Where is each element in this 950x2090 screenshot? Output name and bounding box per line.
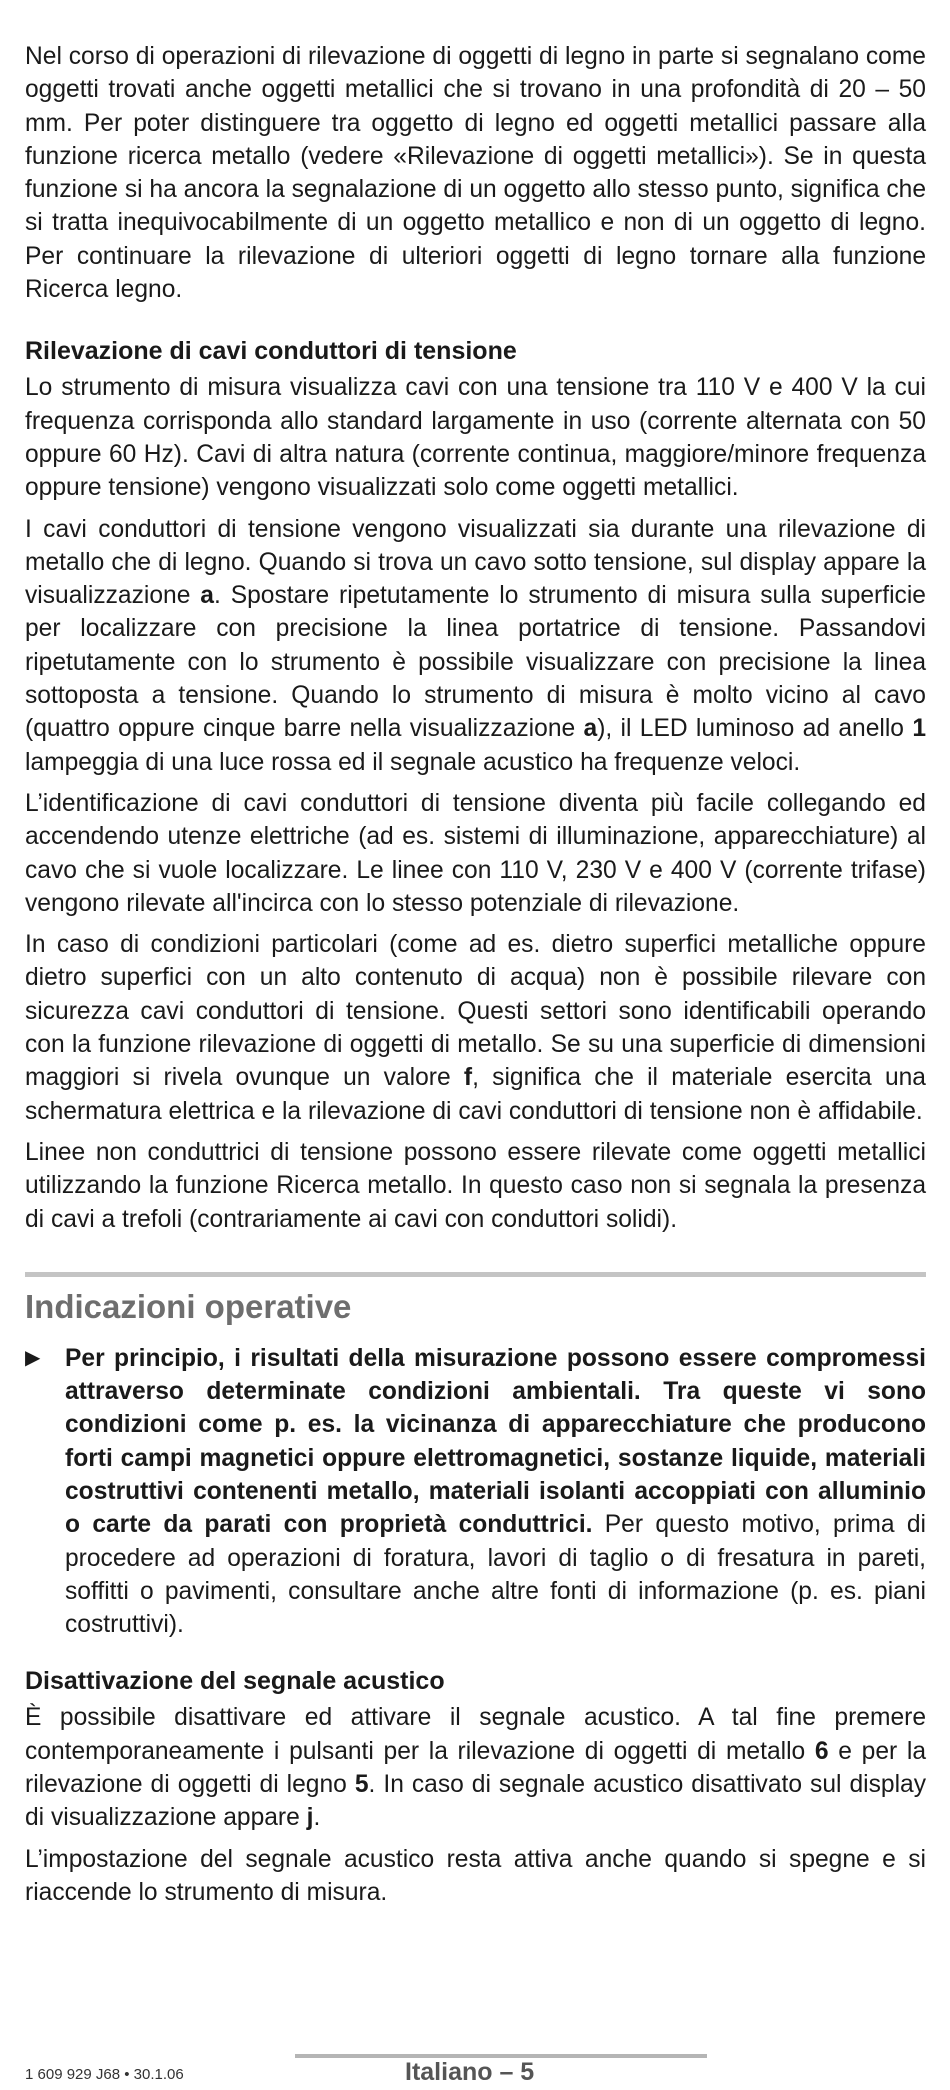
display-symbol-a: a (200, 582, 214, 610)
document-code: 1 609 929 J68 • 30.1.06 (25, 2066, 184, 2083)
text-run: . In caso di segnale acustico disattivato sul display di visualizzazione appare (25, 1771, 927, 1832)
cavi-paragraph-3: L’identificazione di cavi conduttori di tensione diventa più facile collegando ed accendendo utenze elettriche (ad es. sistemi di illuminazione, apparecchiature) al cavo che si vuole localizzare. Le linee con 110 V, 230 V e 400 V (corrente trifase) vengono rilevate all'incirca con lo stesso potenziale di rilevazione. (25, 789, 926, 917)
text-run: In caso di condizioni particolari (come ad es. dietro superfici metalliche oppure dietro superfici con un alto contenuto di acqua) non è possibile rilevare con sicurezza cavi conduttori di tensione. Questi settori sono identificabili operando con la funzione rilevazione di oggetti di metallo. Se su una superficie di dimensioni maggiori si rivela ovunque un valore (25, 931, 926, 1092)
text-run: ), il LED luminoso ad anello (597, 715, 913, 743)
cavi-paragraph-1: Lo strumento di misura visualizza cavi con una tensione tra 110 V e 400 V la cui frequenza corrisponda allo standard largamente in uso (corrente alternata con 50 oppure 60 Hz). Cavi di altra natura (corrente continua, maggiore/minore frequenza oppure tensione) vengono visualizzati solo come oggetti metallici. (25, 374, 926, 502)
button-ref-6: 6 (814, 1737, 829, 1765)
text-run: . Spostare ripetutamente lo strumento di misura sulla superficie per localizzare con precisione la linea portatrice di tensione. Passandovi ripetutamente con lo strumento è possibile visualizzare con precisione la linea sottoposta a tensione. Quando lo strumento di misura è molto vicino al cavo (quattro oppure cinque barre nella visualizzazione (25, 582, 926, 743)
intro-paragraph: Nel corso di operazioni di rilevazione di oggetti di legno in parte si segnalano come oggetti trovati anche oggetti metallici che si trovano in una profondità di 20 – 50 mm. Per poter distinguere tra oggetto di legno ed oggetti metallici passare alla funzione ricerca metallo (vedere «Rilevazione di oggetti metallici»). Se in questa funzione si ha ancora la segnalazione di un oggetto allo stesso punto, significa che si tratta inequivocabilmente di un oggetto metallico e non di un oggetto di legno. Per continuare la rilevazione di ulteriori oggetti di legno tornare alla funzione Ricerca legno. (25, 43, 927, 304)
text-run: , significa che il materiale esercita una schermatura elettrica e la rilevazione di cavi conduttori di tensione non è affidabile. (25, 1064, 926, 1125)
section-heading-cavi: Rilevazione di cavi conduttori di tensione (25, 337, 517, 366)
display-symbol-j: j (306, 1804, 314, 1832)
text-run: lampeggia di una luce rossa ed il segnale acustico ha frequenze veloci. (25, 748, 801, 776)
warning-paragraph (65, 1342, 926, 1642)
acustico-paragraph-1 (25, 1701, 926, 1834)
warning-text: Per questo motivo, prima di procedere ad operazioni di foratura, lavori di taglio o di fresatura in pareti, soffitti o pavimenti, consultare anche altre fonti di informazione (p. es. piani costruttivi). (65, 1511, 926, 1639)
display-symbol-f: f (463, 1064, 473, 1092)
section-heading-operative: Indicazioni operative (25, 1287, 352, 1325)
page-footer (25, 2054, 926, 2088)
warning-bold-text: Per principio, i risultati della misurazione possono essere compromessi attraverso determinate condizioni ambientali. Tra queste vi sono condizioni come p. es. la vicinanza di apparecchiature che producono forti campi magnetici oppure elettromagnetici, sostanze liquide, materiali costruttivi contenenti metallo, materiali isolanti accoppiati con alluminio o carte da parati con proprietà conduttrici. (65, 1344, 926, 1539)
button-ref-5: 5 (354, 1771, 369, 1799)
acustico-paragraph-2: L’impostazione del segnale acustico resta attiva anche quando si spegne e si riaccende lo strumento di misura. (25, 1845, 926, 1906)
led-ring-ref: 1 (912, 715, 926, 743)
text-run: e per la rilevazione di oggetti di legno (25, 1737, 927, 1799)
text-run: . (313, 1804, 321, 1832)
cavi-paragraph-2 (25, 513, 926, 779)
triangle-bullet-icon: ▶ (25, 1346, 41, 1369)
display-symbol-a: a (583, 715, 598, 743)
page-number: Italiano – 5 (405, 2058, 535, 2086)
text-run: I cavi conduttori di tensione vengono visualizzati sia durante una rilevazione di metallo che di legno. Quando si trova un cavo sotto tensione, sul display appare la visualizzazione (25, 515, 926, 610)
section-heading-acustico: Disattivazione del segnale acustico (25, 1667, 445, 1696)
text-run: È possibile disattivare ed attivare il segnale acustico. A tal fine premere contemporaneamente i pulsanti per la rilevazione di oggetti di metallo (25, 1704, 926, 1765)
cavi-paragraph-5: Linee non conduttrici di tensione possono essere rilevate come oggetti metallici utilizzando la funzione Ricerca metallo. In questo caso non si segnala la presenza di cavi a trefoli (contrariamente ai cavi con conduttori solidi). (25, 1138, 926, 1233)
section-divider (25, 1272, 926, 1277)
cavi-paragraph-4 (25, 928, 926, 1128)
warning-bullet (25, 1342, 926, 1642)
manual-page (25, 40, 926, 1909)
